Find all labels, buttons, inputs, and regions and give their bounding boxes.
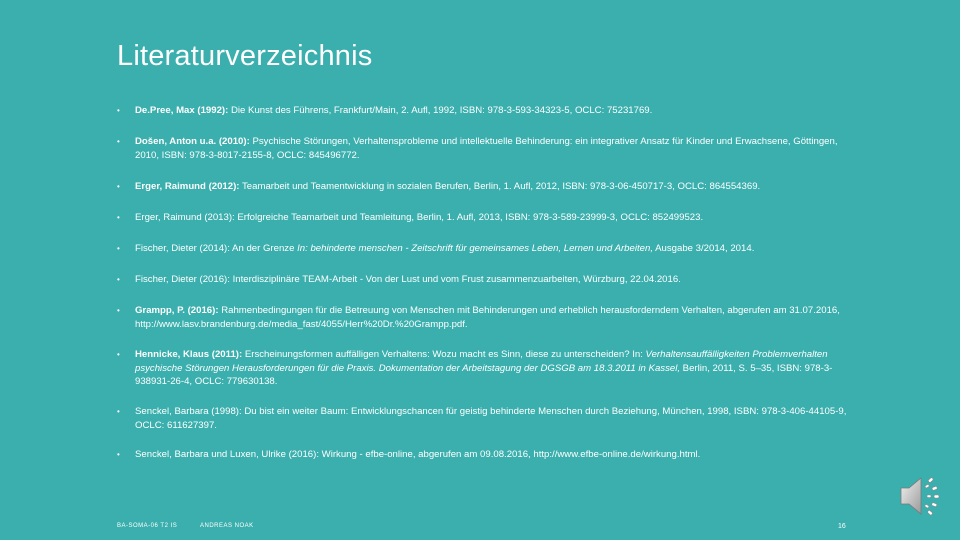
bullet: • [117,106,120,115]
page-number: 16 [838,523,846,530]
reference-item [117,104,863,118]
reference-item [117,304,863,331]
reference-text: Senckel, Barbara und Luxen, Ulrike (2016): Wirkung - efbe-online, abgerufen am 09.08.2016, http://www.efbe-online.de/wirkung.html. [135,449,701,460]
reference-text: Erger, Raimund (2013): Erfolgreiche Teamarbeit und Teamleitung, Berlin, 1. Aufl, 2013, ISBN: 978-3-589-23999-3, OCLC: 852499523. [135,212,704,223]
reference-text: Fischer, Dieter (2014): An der Grenze [135,243,298,254]
reference-text: Psychische Störungen, Verhaltensprobleme und intellektuelle Behinderung: ein integrativer Ansatz für Kinder und Erwachsene, Göttingen, 2010, ISBN: 978-3-8017-2155-8, OCLC: 845496772. [135,136,838,161]
reference-item [117,135,863,162]
footer-course-code: BA-SOMA-06 T2 IS [117,523,178,529]
reference-text: Rahmenbedingungen für die Betreuung von Menschen mit Behinderungen und erheblich herausforderndem Verhalten, abgerufen am 31.07.2016, http://www.lasv.brandenburg.de/media_fast/4055/Herr%20Dr.%20Grampp.pdf. [135,305,840,330]
reference-tail: Berlin, 2011, S. 5–35, ISBN: 978-3-938931-26-4, OCLC: 779630138. [135,362,833,387]
bullet: • [117,244,120,253]
reference-author: Hennicke, Klaus (2011): [135,349,243,360]
bullet: • [117,306,120,315]
reference-item [117,273,863,287]
bullet: • [117,182,120,191]
reference-text: Teamarbeit und Teamentwicklung in sozialen Berufen, Berlin, 1. Aufl, 2012, ISBN: 978-3-06-450717-3, OCLC: 864554369. [239,181,761,192]
bullet: • [117,350,120,359]
page-title: Literaturverzeichnis [117,40,373,72]
reference-text: Senckel, Barbara (1998): Du bist ein weiter Baum: Entwicklungschancen für geistig behinderte Menschen durch Beziehung, München, 1998, ISBN: 978-3-406-44105-9, OCLC: 611627397. [135,406,847,431]
bullet: • [117,275,120,284]
reference-tail: Ausgabe 3/2014, 2014. [653,243,755,254]
reference-source: In: behinderte menschen - Zeitschrift für gemeinsames Leben, Lernen und Arbeiten, [297,243,653,254]
reference-author: Došen, Anton u.a. (2010): [135,136,250,147]
bullet: • [117,137,120,146]
reference-item [117,211,863,225]
bullet: • [117,213,120,222]
bullet: • [117,407,120,416]
reference-author: Grampp, P. (2016): [135,305,219,316]
reference-item [117,448,863,462]
reference-text: Erscheinungsformen auffälligen Verhaltens: Wozu macht es Sinn, diese zu unterscheiden? In: [242,349,646,360]
reference-text: Fischer, Dieter (2016): Interdisziplinäre TEAM-Arbeit - Von der Lust und vom Frust zusammenzuarbeiten, Würzburg, 22.04.2016. [135,274,681,285]
reference-text: Die Kunst des Führens, Frankfurt/Main, 2. Aufl, 1992, ISBN: 978-3-593-34323-5, OCLC: 75231769. [228,105,653,116]
reference-author: De.Pree, Max (1992): [135,105,229,116]
reference-item [117,180,863,194]
reference-source: Verhaltensauffälligkeiten Problemverhalten psychische Störungen Herausforderungen für die Praxis. Dokumentation der Arbeitstagung der DGSGB am 18.3.2011 in Kassel, [135,349,828,374]
reference-item [117,348,863,389]
bullet: • [117,450,120,459]
footer-author: ANDREAS NOAK [200,523,254,529]
reference-item [117,242,863,256]
reference-item [117,405,863,432]
reference-author: Erger, Raimund (2012): [135,181,240,192]
speaker-icon[interactable] [895,470,945,520]
